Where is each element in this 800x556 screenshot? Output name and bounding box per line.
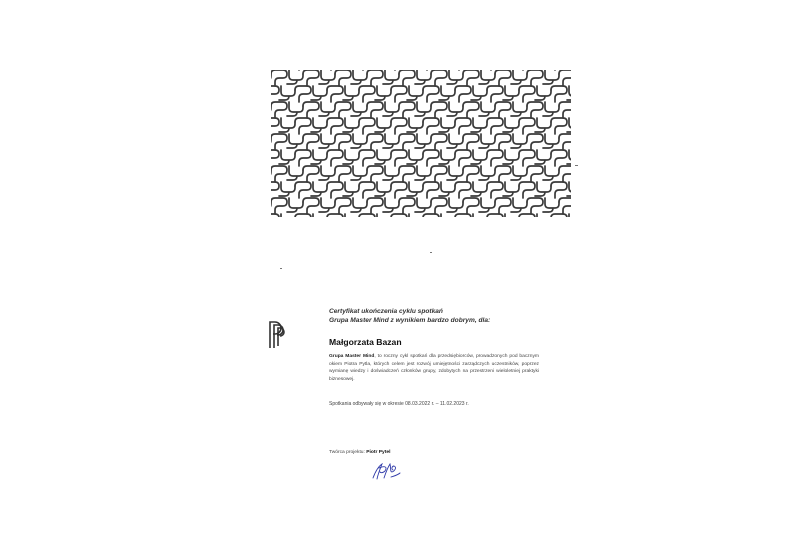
pattern-link — [495, 198, 511, 214]
pattern-link — [407, 214, 423, 217]
pattern-link — [511, 134, 527, 148]
pattern-link — [343, 214, 359, 217]
pattern-link — [479, 70, 495, 84]
pattern-link — [495, 70, 511, 86]
creator-name: Piotr Pytel — [366, 450, 391, 455]
pattern-link — [447, 102, 463, 116]
pattern-link — [407, 118, 423, 132]
pattern-link — [279, 86, 295, 100]
pattern-link — [495, 102, 511, 118]
pattern-link — [391, 118, 407, 134]
pattern-link — [391, 150, 407, 166]
pattern-link — [375, 118, 391, 132]
pattern-link — [271, 118, 279, 134]
pattern-link — [351, 102, 367, 116]
pattern-link — [383, 134, 399, 148]
pattern-link — [439, 214, 455, 217]
pattern-link — [527, 102, 543, 118]
pattern-link — [447, 198, 463, 212]
pattern-link — [479, 166, 495, 180]
certificate-subtitle: Grupa Master Mind z wynikiem bardzo dobrym, dla: — [329, 317, 491, 324]
pattern-link — [511, 102, 527, 116]
pattern-link — [519, 86, 535, 102]
pattern-link — [383, 102, 399, 116]
pattern-link — [303, 102, 319, 118]
pattern-link — [407, 86, 423, 100]
pattern-link — [551, 118, 567, 134]
pattern-link — [367, 102, 383, 118]
pattern-link — [535, 150, 551, 164]
pattern-link — [271, 150, 279, 166]
pattern-link — [423, 182, 439, 198]
pattern-link — [439, 86, 455, 100]
description — [329, 353, 539, 383]
pp-logo-icon — [268, 318, 286, 350]
pattern-link — [399, 166, 415, 182]
pattern-link — [375, 86, 391, 100]
pattern-link — [359, 182, 375, 198]
pattern-link — [343, 86, 359, 100]
pattern-link — [415, 198, 431, 212]
pattern-link — [295, 118, 311, 134]
pattern-link — [431, 198, 447, 214]
pattern-link — [527, 70, 543, 86]
pattern-link — [415, 102, 431, 116]
pattern-link — [431, 134, 447, 150]
pattern-link — [463, 70, 479, 86]
pattern-link — [431, 166, 447, 182]
pattern-link — [447, 134, 463, 148]
pattern-link — [391, 214, 407, 217]
pattern-link — [503, 150, 519, 164]
pattern-link — [471, 118, 487, 132]
pattern-link — [399, 70, 415, 86]
pattern-link — [423, 118, 439, 134]
certificate-title: Certyfikat ukończenia cyklu spotkań — [329, 308, 443, 315]
pattern-link — [279, 150, 295, 164]
pattern-link — [447, 166, 463, 180]
pattern-link — [311, 182, 327, 196]
certificate-heading — [329, 307, 539, 325]
recipient-name: Małgorzata Bazan — [329, 337, 402, 347]
pattern-link — [327, 214, 343, 217]
pattern-link — [271, 86, 279, 102]
pattern-link — [319, 198, 335, 212]
pattern-link — [319, 102, 335, 116]
pattern-link — [311, 150, 327, 164]
pattern-link — [311, 86, 327, 100]
pattern-link — [559, 70, 571, 86]
pattern-link — [511, 198, 527, 212]
pattern-link — [343, 118, 359, 132]
pattern-link — [535, 214, 551, 217]
pattern-link — [335, 198, 351, 214]
pattern-link — [335, 102, 351, 118]
pattern-link — [399, 198, 415, 214]
pattern-link — [487, 214, 503, 217]
pattern-link — [383, 198, 399, 212]
pattern-link — [495, 166, 511, 182]
pattern-link — [503, 118, 519, 132]
signature — [370, 460, 402, 482]
pattern-link — [463, 198, 479, 214]
pattern-link — [479, 198, 495, 212]
pattern-link — [391, 182, 407, 198]
pattern-link — [527, 166, 543, 182]
pattern-link — [455, 118, 471, 134]
pattern-link — [287, 166, 303, 180]
pattern-link — [327, 86, 343, 102]
pattern-link — [503, 86, 519, 100]
pattern-link — [303, 166, 319, 182]
pattern-link — [463, 166, 479, 182]
pattern-link — [375, 182, 391, 196]
description-text: , to roczny cykl spotkań dla przedsiębiorców, prowadzonych pod bacznym okiem Piotra Pytla, których celem jest rozwój umiejętności zarządczych uczestników, poprzez wymianę wiedzy i doświadczeń członków grupy, zdobytych na przestrzeni wieloletniej praktyki biznesowej. — [329, 354, 539, 382]
pattern-link — [471, 214, 487, 217]
pattern-link — [559, 134, 571, 150]
pattern-link — [487, 182, 503, 198]
pattern-link — [439, 182, 455, 196]
pattern-link — [271, 214, 279, 217]
pattern-link — [399, 102, 415, 118]
pattern-link — [551, 182, 567, 198]
pattern-link — [359, 118, 375, 134]
pattern-link — [271, 134, 287, 150]
pattern-link — [367, 198, 383, 214]
pattern-link — [295, 214, 311, 217]
pattern-link — [527, 198, 543, 214]
pattern-link — [439, 118, 455, 132]
pattern-link — [487, 150, 503, 166]
pattern-link — [351, 166, 367, 180]
pattern-link — [495, 134, 511, 150]
pattern-link — [271, 198, 287, 214]
pattern-link — [423, 150, 439, 166]
pattern-link — [391, 86, 407, 102]
pattern-link — [311, 214, 327, 217]
pattern-link — [511, 70, 527, 84]
pattern-link — [455, 86, 471, 102]
pattern-link — [303, 198, 319, 214]
speck — [280, 268, 282, 269]
pattern-link — [415, 70, 431, 84]
pattern-link — [351, 198, 367, 212]
pattern-link — [279, 118, 295, 132]
pattern-link — [295, 86, 311, 102]
pattern-link — [431, 70, 447, 86]
pattern-link — [455, 150, 471, 166]
speck — [575, 165, 578, 166]
pattern-link — [463, 102, 479, 118]
pattern-link — [543, 198, 559, 212]
pattern-link — [343, 182, 359, 196]
pattern-link — [551, 150, 567, 166]
pattern-link — [535, 182, 551, 196]
pattern-link — [551, 86, 567, 102]
creator-line — [329, 450, 390, 455]
pattern-link — [471, 86, 487, 100]
pattern-link — [327, 150, 343, 166]
pattern-link — [319, 134, 335, 148]
pattern-link — [551, 214, 567, 217]
pattern-link — [279, 182, 295, 196]
pattern-link — [367, 70, 383, 86]
pattern-link — [415, 134, 431, 148]
pattern-link — [519, 118, 535, 134]
pattern-link — [535, 86, 551, 100]
pattern-link — [271, 182, 279, 198]
pattern-link — [527, 134, 543, 150]
pattern-link — [319, 70, 335, 84]
pattern-link — [279, 214, 295, 217]
pattern-link — [423, 214, 439, 217]
pattern-link — [327, 182, 343, 198]
pattern-link — [375, 150, 391, 164]
pattern-link — [543, 102, 559, 116]
pattern-link — [335, 134, 351, 150]
pattern-link — [351, 70, 367, 84]
pattern-link — [439, 150, 455, 164]
pattern-link — [519, 214, 535, 217]
pattern-link — [479, 134, 495, 148]
pattern-link — [343, 150, 359, 164]
pattern-link — [503, 182, 519, 196]
pattern-link — [335, 70, 351, 86]
pattern-link — [559, 102, 571, 118]
pattern-link — [511, 166, 527, 180]
pattern-link — [359, 150, 375, 166]
pattern-link — [559, 166, 571, 182]
pattern-link — [271, 102, 287, 118]
pattern-link — [519, 182, 535, 198]
pattern-link — [447, 70, 463, 84]
pattern-link — [303, 134, 319, 150]
pattern-link — [287, 70, 303, 84]
pattern-link — [407, 182, 423, 196]
pattern-link — [487, 86, 503, 102]
pattern-link — [431, 102, 447, 118]
pattern-decoration — [271, 70, 571, 217]
pattern-link — [423, 86, 439, 102]
pattern-link — [399, 134, 415, 150]
description-program: Grupa Master Mind — [329, 354, 375, 359]
pattern-link — [383, 70, 399, 84]
pattern-link — [543, 134, 559, 148]
pattern-link — [271, 166, 287, 182]
pattern-link — [479, 102, 495, 116]
pattern-link — [487, 118, 503, 134]
pattern-link — [471, 182, 487, 196]
meeting-dates: Spotkania odbywały się w okresie 08.03.2022 r. – 11.02.2023 r. — [329, 401, 469, 407]
pattern-link — [455, 214, 471, 217]
pattern-link — [271, 70, 287, 86]
pattern-link — [463, 134, 479, 150]
pattern-link — [543, 70, 559, 84]
pattern-link — [319, 166, 335, 180]
pattern-link — [367, 134, 383, 150]
pattern-link — [287, 102, 303, 116]
pattern-link — [503, 214, 519, 217]
pattern-link — [471, 150, 487, 164]
pattern-link — [351, 134, 367, 148]
pattern-link — [359, 214, 375, 217]
pattern-link — [287, 134, 303, 148]
speck — [430, 252, 432, 253]
pattern-link — [335, 166, 351, 182]
pattern-link — [559, 198, 571, 214]
pattern-link — [311, 118, 327, 132]
creator-label: Twórca projektu: — [329, 450, 365, 455]
pattern-link — [535, 118, 551, 132]
pattern-link — [383, 166, 399, 180]
pattern-link — [303, 70, 319, 86]
pattern-link — [287, 198, 303, 212]
pattern-link — [415, 166, 431, 180]
pattern-link — [295, 182, 311, 198]
pattern-link — [295, 150, 311, 166]
pattern-link — [407, 150, 423, 164]
pattern-link — [375, 214, 391, 217]
pattern-link — [359, 86, 375, 102]
pattern-link — [455, 182, 471, 198]
pattern-link — [327, 118, 343, 134]
pattern-link — [519, 150, 535, 166]
pattern-link — [367, 166, 383, 182]
pattern-link — [543, 166, 559, 180]
